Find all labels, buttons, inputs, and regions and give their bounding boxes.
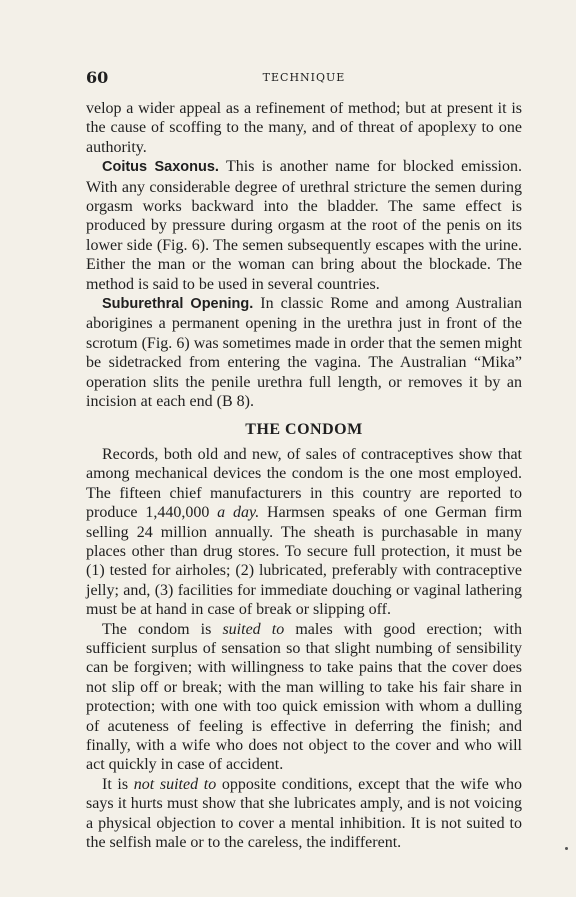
paragraph-not-suited-to [86, 775, 522, 853]
body-text [86, 99, 522, 852]
paragraph-records [86, 445, 522, 620]
paragraph-suited-to [86, 620, 522, 775]
paragraph-text: In classic Rome and among Australian aborigines a permanent opening in the urethra just in front of the scrotum (Fig. 6) was sometimes made in order that the semen might be sidetracked from entering the vagina. The Australian “Mika” operation slits the penile urethra full length, or removes it by an incision at each end (B 8). [86, 295, 523, 411]
run-in-heading: Suburethral Opening. [102, 296, 254, 313]
paragraph-text: males with good erection; with sufficient surplus of sensation so that slight numbing of sensibility can be forgiven; with willingness to take pains that the cover does not slip off or break; with the man willing to take his fair share in protection; with one with too quick emission with whom a dulling of acuteness of feeling is effective in deferring the finish; and finally, with a wife who does not object to the cover and who will act quickly in case of accident. [86, 620, 522, 774]
paragraph-text: opposite conditions, except that the wife who says it hurts must show that she lubricates amply, and is not voicing a physical objection to cover a mental inhibition. It is not suited to the selfish male or to the careless, the indifferent. [86, 775, 523, 852]
page-number: 60 [86, 68, 109, 87]
paragraph-text: The condom is [102, 620, 223, 638]
paragraph-text: This is another name for blocked emission. With any considerable degree of urethral stricture the semen during orgasm works backward into the bladder. The same effect is produced by pressure during orgasm at the root of the penis on its lower side (Fig. 6). The semen subsequently escapes with the urine. Either the man or the woman can bring about the blockade. The method is said to be used in several countries. [86, 158, 522, 293]
paragraph-text: Records, both old and new, of sales of contraceptives show that among mechanical devices the condom is the one most employed. The fifteen chief manufacturers in this country are reported to produce 1,440,000 [86, 445, 522, 522]
paragraph-coitus-saxonus [86, 157, 522, 294]
paragraph-suburethral-opening [86, 294, 522, 411]
paragraph-continuation: velop a wider appeal as a refinement of method; but at present it is the cause of scoffing to the many, and of threat of apoplexy to one authority. [86, 100, 522, 156]
emphasis-text: a day. [217, 504, 260, 522]
run-in-heading: Coitus Saxonus. [102, 159, 219, 176]
page-header [86, 68, 522, 88]
emphasis-text: suited to [222, 620, 285, 638]
emphasis-text: not suited to [133, 775, 217, 793]
running-head: TECHNIQUE [262, 71, 346, 84]
paragraph-text: It is [102, 775, 134, 793]
paragraph-text: Harmsen speaks of one German firm selling 24 million annually. The sheath is purchasable in many places other than drug stores. To secure full protection, it must be (1) tested for airholes; (2) lubricated, preferably with contraceptive jelly; and, (3) facilities for immediate douching or vaginal lathering must be at hand in case of break or slipping off. [86, 504, 523, 619]
section-heading: THE CONDOM [245, 420, 363, 438]
page-speck [565, 847, 568, 850]
